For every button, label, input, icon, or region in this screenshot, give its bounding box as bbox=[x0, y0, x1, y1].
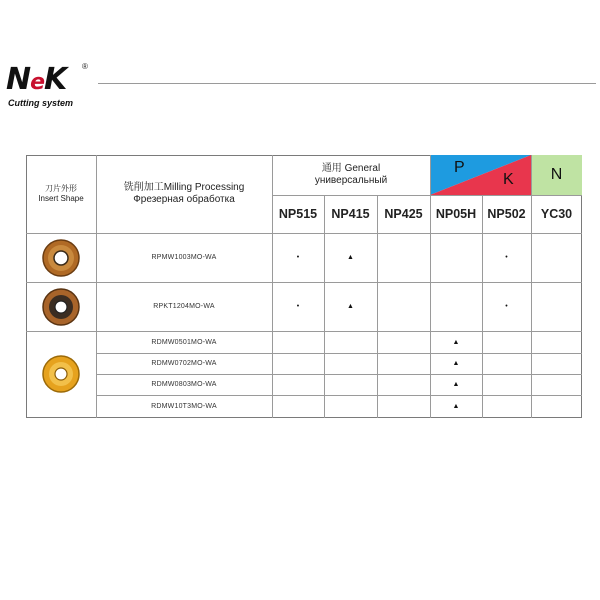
grade-header: NP515 bbox=[278, 207, 318, 221]
insert-image-rdmw bbox=[41, 354, 81, 394]
insert-shape-zh: 刀片外形 bbox=[45, 184, 77, 193]
model-label: RPMW1003MO-WA bbox=[151, 254, 217, 261]
header-general bbox=[272, 155, 430, 195]
grade-header: YC30 bbox=[540, 207, 573, 221]
availability-mark bbox=[324, 331, 377, 353]
availability-mark bbox=[531, 233, 582, 282]
availability-mark: • bbox=[505, 303, 508, 310]
insert-shape-en: Insert Shape bbox=[38, 194, 84, 203]
availability-mark bbox=[430, 282, 482, 331]
iso-n-label: N bbox=[550, 166, 563, 183]
availability-mark bbox=[531, 395, 582, 418]
general-line1: 通用 General bbox=[321, 163, 381, 174]
iso-k-label: K bbox=[503, 171, 514, 188]
grade-header: NP502 bbox=[487, 207, 526, 221]
availability-mark bbox=[272, 353, 324, 374]
availability-mark bbox=[377, 395, 430, 418]
availability-mark: ▲ bbox=[347, 254, 354, 261]
availability-mark bbox=[377, 374, 430, 395]
availability-mark bbox=[272, 395, 324, 418]
availability-mark bbox=[430, 233, 482, 282]
availability-mark bbox=[324, 374, 377, 395]
iso-pk-background bbox=[430, 155, 531, 195]
header-processing bbox=[96, 155, 272, 233]
model-label: RDMW10T3MO-WA bbox=[151, 403, 217, 410]
availability-mark: • bbox=[296, 303, 300, 310]
processing-line2: Фрезерная обработка bbox=[133, 194, 235, 205]
availability-mark: ▲ bbox=[347, 303, 354, 310]
processing-line1: 铣削加工Milling Processing bbox=[123, 182, 245, 193]
availability-mark bbox=[482, 331, 531, 353]
availability-mark bbox=[324, 395, 377, 418]
grade-table bbox=[26, 155, 582, 418]
header-insert-shape bbox=[26, 155, 96, 233]
logo-mark: NeK bbox=[6, 62, 67, 97]
availability-mark bbox=[377, 331, 430, 353]
brand-logo bbox=[6, 62, 102, 118]
availability-mark bbox=[482, 395, 531, 418]
model-label: RDMW0501MO-WA bbox=[151, 338, 217, 346]
availability-mark: ▲ bbox=[452, 338, 460, 346]
availability-mark bbox=[531, 353, 582, 374]
availability-mark bbox=[272, 331, 324, 353]
insert-image-rpkt bbox=[41, 287, 81, 327]
header-divider bbox=[98, 83, 596, 84]
availability-mark bbox=[377, 353, 430, 374]
availability-mark bbox=[324, 353, 377, 374]
iso-p-label: P bbox=[454, 159, 465, 176]
availability-mark bbox=[482, 374, 531, 395]
availability-mark bbox=[531, 331, 582, 353]
availability-mark bbox=[531, 282, 582, 331]
grade-header: NP415 bbox=[331, 207, 370, 221]
model-label: RDMW0702MO-WA bbox=[151, 360, 217, 367]
model-label: RPKT1204MO-WA bbox=[153, 303, 215, 310]
logo-tagline: Cutting system bbox=[8, 98, 74, 108]
availability-mark: ▲ bbox=[452, 360, 460, 367]
availability-mark: ▲ bbox=[452, 403, 460, 410]
grade-header: NP425 bbox=[384, 207, 423, 221]
model-label: RDMW0803MO-WA bbox=[151, 381, 217, 388]
grid-line bbox=[272, 195, 582, 196]
availability-mark bbox=[482, 353, 531, 374]
availability-mark: • bbox=[505, 254, 508, 261]
iso-n-cell bbox=[531, 155, 582, 195]
availability-mark bbox=[377, 233, 430, 282]
insert-image-rpmw bbox=[41, 238, 81, 278]
availability-mark bbox=[531, 374, 582, 395]
iso-pk-cell bbox=[430, 155, 531, 195]
availability-mark: • bbox=[296, 254, 300, 261]
availability-mark: ▲ bbox=[452, 381, 460, 388]
general-line2: универсальный bbox=[314, 175, 388, 186]
availability-mark bbox=[272, 374, 324, 395]
availability-mark bbox=[377, 282, 430, 331]
grade-header: NP05H bbox=[435, 207, 477, 221]
registered-mark: ® bbox=[82, 62, 88, 71]
